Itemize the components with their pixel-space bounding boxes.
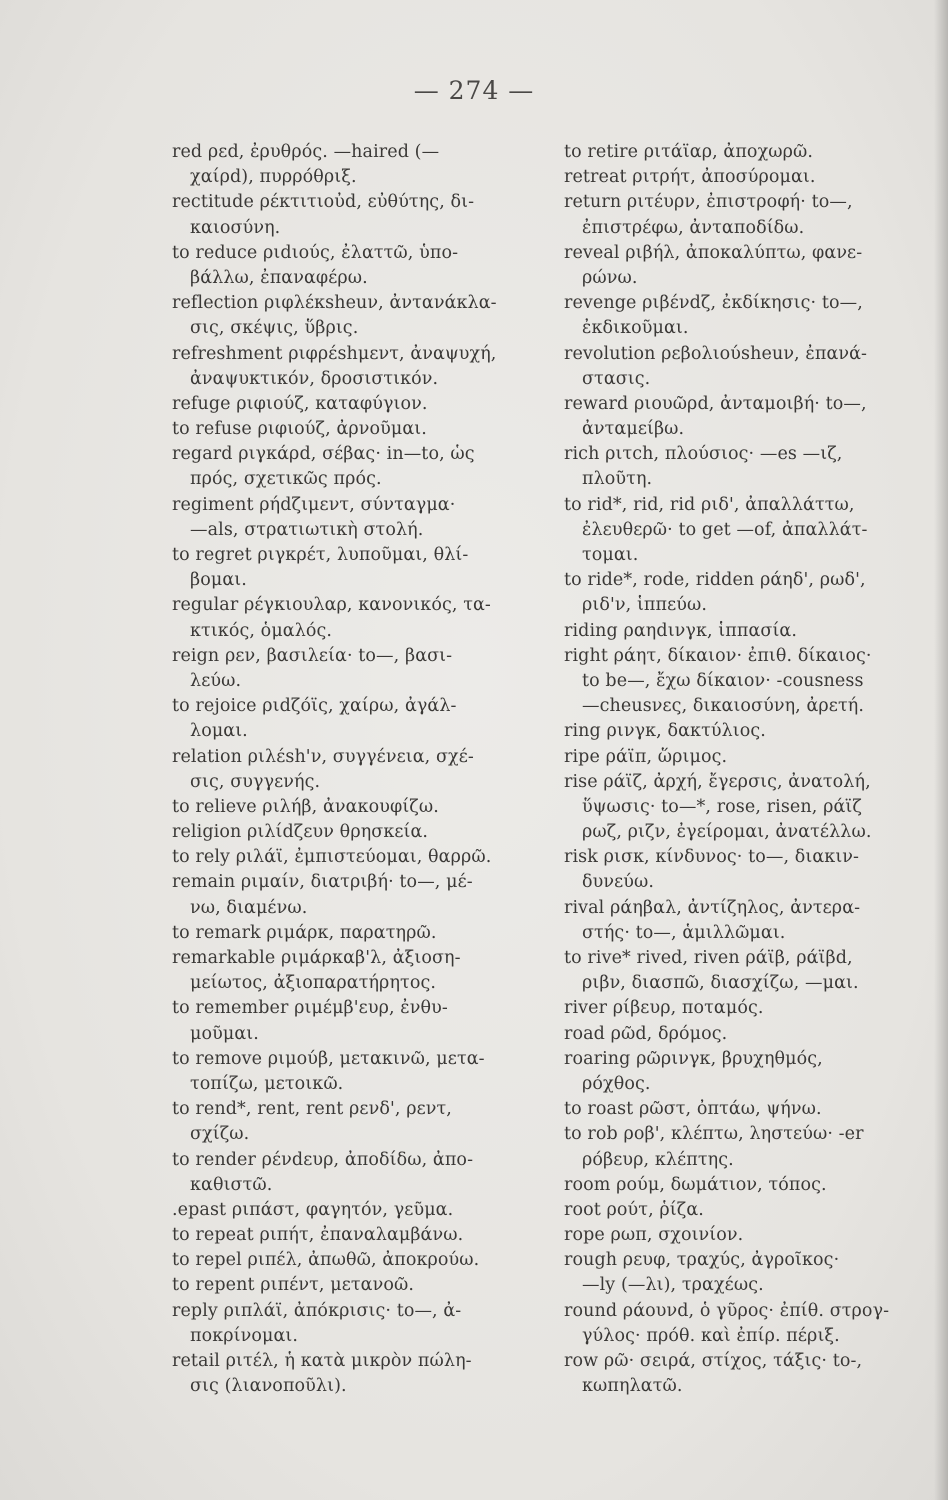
dictionary-line: λεύω. [190, 670, 242, 691]
dictionary-line: ἐκδικοῦμαι. [582, 318, 689, 339]
dictionary-line: rise ράϊζ, ἀρχή, ἔγερσις, ἀνατολή, [564, 771, 871, 792]
dictionary-line: regular ρέγκιουλαρ, κανονικός, τα- [172, 595, 491, 616]
dictionary-line: ὕψωσις· to—*, rose, risen, ράϊζ [582, 796, 862, 817]
dictionary-line: σχίζω. [190, 1124, 250, 1145]
dictionary-line: to repent ριπέντ, μετανοῶ. [172, 1275, 414, 1296]
dictionary-line: ρωζ, ριζν, ἐγείρομαι, ἀνατέλλω. [582, 822, 872, 843]
dictionary-line: ripe ράϊπ, ὥριμος. [564, 746, 728, 767]
dictionary-line: river ρίβευρ, ποταμός. [564, 998, 764, 1019]
dictionary-line: red ρεd, ἐρυθρός. —haired (— [172, 142, 440, 162]
dictionary-line: to rejoice ριdζόϊς, χαίρω, ἀγάλ- [172, 696, 457, 717]
right-column [564, 140, 936, 1399]
dictionary-line: ἀνταμείβω. [582, 419, 685, 440]
dictionary-line: regard ριγκάρd, σέβας· in—to, ὡς [172, 444, 475, 465]
dictionary-line: to repel ριπέλ, ἀπωθῶ, ἀποκρούω. [172, 1250, 480, 1271]
dictionary-line: revenge ριβένdζ, ἐκδίκησις· to—, [564, 293, 863, 314]
dictionary-line: —ly (—λι), τραχέως. [582, 1275, 764, 1296]
dictionary-line: to repeat ριπήτ, ἐπαναλαμβάνω. [172, 1225, 464, 1246]
dictionary-line: λομαι. [190, 721, 248, 742]
dictionary-line: religion ριλίdζευν θρησκεία. [172, 822, 429, 843]
dictionary-line: rope ρωπ, σχοινίον. [564, 1225, 744, 1246]
dictionary-line: καθιστῶ. [190, 1174, 273, 1195]
dictionary-line: to rob ροβ', κλέπτω, ληστεύω· -er [564, 1124, 864, 1145]
dictionary-line: —cheusνες, δικαιοσύνη, ἀρετή. [582, 696, 864, 717]
dictionary-line: to regret ριγκρέτ, λυποῦμαι, θλί- [172, 545, 469, 565]
dictionary-line: ρόχθος. [582, 1073, 651, 1094]
dictionary-line: to retire ριτάϊαρ, ἀποχωρῶ. [564, 142, 814, 162]
dictionary-line: refreshment ριφρέshμεντ, ἀναψυχή, [172, 343, 497, 364]
dictionary-line: μοῦμαι. [190, 1023, 259, 1044]
dictionary-line: δυνεύω. [582, 872, 655, 893]
dictionary-line: νω, διαμένω. [190, 897, 308, 918]
dictionary-line: ριβν, διασπῶ, διασχίζω, —μαι. [582, 973, 859, 994]
dictionary-line: roaring ρῶρινγκ, βρυχηθμός, [564, 1048, 823, 1069]
dictionary-line: ριδ'ν, ἱππεύω. [582, 595, 708, 616]
dictionary-line: to rive* rived, riven ράϊβ, ράϊβd, [564, 948, 853, 968]
dictionary-line: rough ρευφ, τραχύς, ἀγροῖκος· [564, 1250, 840, 1271]
dictionary-line: rectitude ρέκτιτιοὐd, εὐθύτης, δι- [172, 192, 475, 213]
dictionary-line: ρώνω. [582, 267, 638, 288]
dictionary-line: remain ριμαίν, διατριβή· to—, μέ- [172, 872, 473, 893]
dictionary-line: τομαι. [582, 545, 639, 565]
dictionary-line: reflection ριφλέκsheuν, ἀντανάκλα- [172, 293, 497, 314]
dictionary-line: ἐπιστρέφω, ἀνταποδίδω. [582, 217, 805, 238]
dictionary-line: reign ρεν, βασιλεία· to—, βασι- [172, 645, 453, 666]
dictionary-line: ποκρίνομαι. [190, 1325, 299, 1346]
dictionary-line: ἐλευθερῶ· to get —of, ἀπαλλάτ- [582, 519, 868, 540]
dictionary-line: reward ριουῶρd, ἀνταμοιβή· to—, [564, 393, 867, 414]
dictionary-line: γύλος· πρόθ. καὶ ἐπίρ. πέριξ. [582, 1325, 840, 1346]
dictionary-line: ρόβευρ, κλέπτης. [582, 1149, 734, 1170]
dictionary-line: right ράητ, δίκαιον· ἐπιθ. δίκαιος· [564, 645, 872, 666]
page-edge-shadow [934, 0, 948, 1500]
dictionary-line: τοπίζω, μετοικῶ. [190, 1073, 344, 1094]
dictionary-line: to rid*, rid, rid ριδ', ἀπαλλάττω, [564, 494, 855, 515]
dictionary-line: —als, στρατιωτικὴ στολή. [190, 519, 424, 540]
dictionary-line: to relieve ριλήβ, ἀνακουφίζω. [172, 796, 439, 817]
dictionary-line: to reduce ριdιούς, ἐλαττῶ, ὑπο- [172, 242, 459, 263]
dictionary-line: relation ριλέsh'ν, συγγένεια, σχέ- [172, 746, 474, 767]
dictionary-line: σις, σκέψις, ὕβρις. [190, 318, 359, 339]
dictionary-line: return ριτέυρν, ἐπιστροφή· to—, [564, 192, 853, 213]
left-column [172, 140, 540, 1399]
dictionary-line: root ρούτ, ῥίζα. [564, 1199, 704, 1220]
dictionary-line: refuge ριφιούζ, καταφύγιον. [172, 393, 428, 414]
dictionary-line: μείωτος, ἀξιοπαρατήρητος. [190, 973, 437, 994]
dictionary-line: to rend*, rent, rent ρενδ', ρεντ, [172, 1099, 452, 1120]
dictionary-line: reveal ριβήλ, ἀποκαλύπτω, φανε- [564, 242, 863, 263]
dictionary-line: road ρῶd, δρόμος. [564, 1023, 728, 1044]
dictionary-line: .epast ριπάστ, φαγητόν, γεῦμα. [172, 1199, 454, 1220]
dictionary-line: σις, συγγενής. [190, 771, 321, 792]
dictionary-line: to remark ριμάρκ, παρατηρῶ. [172, 922, 437, 943]
dictionary-line: to remember ριμέμβ'ευρ, ἐνθυ- [172, 998, 448, 1019]
dictionary-line: round ράουνd, ὁ γῦρος· ἐπίθ. στρογ- [564, 1300, 890, 1321]
dictionary-line: revolution ρεβολιούsheuν, ἐπανά- [564, 343, 868, 364]
dictionary-line: regiment ρήdζιμεντ, σύνταγμα· [172, 494, 456, 515]
dictionary-line: riding ραηdινγκ, ἱππασία. [564, 620, 797, 641]
dictionary-line: row ρῶ· σειρά, στίχος, τάξις· to-, [564, 1351, 863, 1371]
dictionary-line: to rely ριλάϊ, ἐμπιστεύομαι, θαρρῶ. [172, 847, 492, 868]
dictionary-line: risk ρισκ, κίνδυνος· to—, διακιν- [564, 847, 860, 868]
dictionary-line: ἀναψυκτικόν, δροσιστικόν. [190, 368, 439, 389]
dictionary-line: to remove ριμούβ, μετακινῶ, μετα- [172, 1048, 485, 1069]
dictionary-line: rival ράηβαλ, ἀντίζηλος, ἀντερα- [564, 897, 861, 918]
dictionary-line: κωπηλατῶ. [582, 1376, 683, 1397]
dictionary-line: καιοσύνη. [190, 217, 281, 238]
dictionary-line: στασις. [582, 368, 651, 389]
dictionary-line: room ρούμ, δωμάτιον, τόπος. [564, 1174, 827, 1195]
page-number: — 274 — [413, 76, 535, 105]
dictionary-line: retreat ριτρήτ, ἀποσύρομαι. [564, 167, 816, 188]
dictionary-line: to ride*, rode, ridden ράηδ', ρωδ', [564, 570, 866, 591]
dictionary-line: ring ρινγκ, δακτύλιος. [564, 721, 766, 742]
dictionary-line: χαίρd), πυρρόθριξ. [190, 167, 357, 188]
dictionary-line: στής· to—, ἁμιλλῶμαι. [582, 922, 786, 943]
dictionary-line: βάλλω, ἐπαναφέρω. [190, 267, 368, 288]
dictionary-line: to roast ρῶστ, ὀπτάω, ψήνω. [564, 1099, 822, 1120]
dictionary-line: πλοῦτη. [582, 469, 653, 490]
dictionary-line: βομαι. [190, 570, 247, 591]
dictionary-line: σις (λιανοποῦλι). [190, 1376, 347, 1397]
dictionary-line: πρός, σχετικῶς πρός. [190, 469, 382, 490]
dictionary-line: retail ριτέλ, ἡ κατὰ μικρὸν πώλη- [172, 1351, 472, 1371]
dictionary-line: rich ριτch, πλούσιος· —es —ιζ, [564, 444, 843, 465]
dictionary-line: to be—, ἔχω δίκαιον· -cousness [582, 670, 864, 691]
dictionary-line: reply ριπλάϊ, ἀπόκρισις· to—, ἀ- [172, 1300, 462, 1321]
dictionary-line: to refuse ριφιούζ, ἀρνοῦμαι. [172, 419, 427, 440]
dictionary-line: κτικός, ὁμαλός. [190, 620, 333, 641]
dictionary-line: to render ρένdευρ, ἀποδίδω, ἀπο- [172, 1149, 474, 1170]
dictionary-line: remarkable ριμάρκαβ'λ, ἀξιοση- [172, 948, 461, 968]
